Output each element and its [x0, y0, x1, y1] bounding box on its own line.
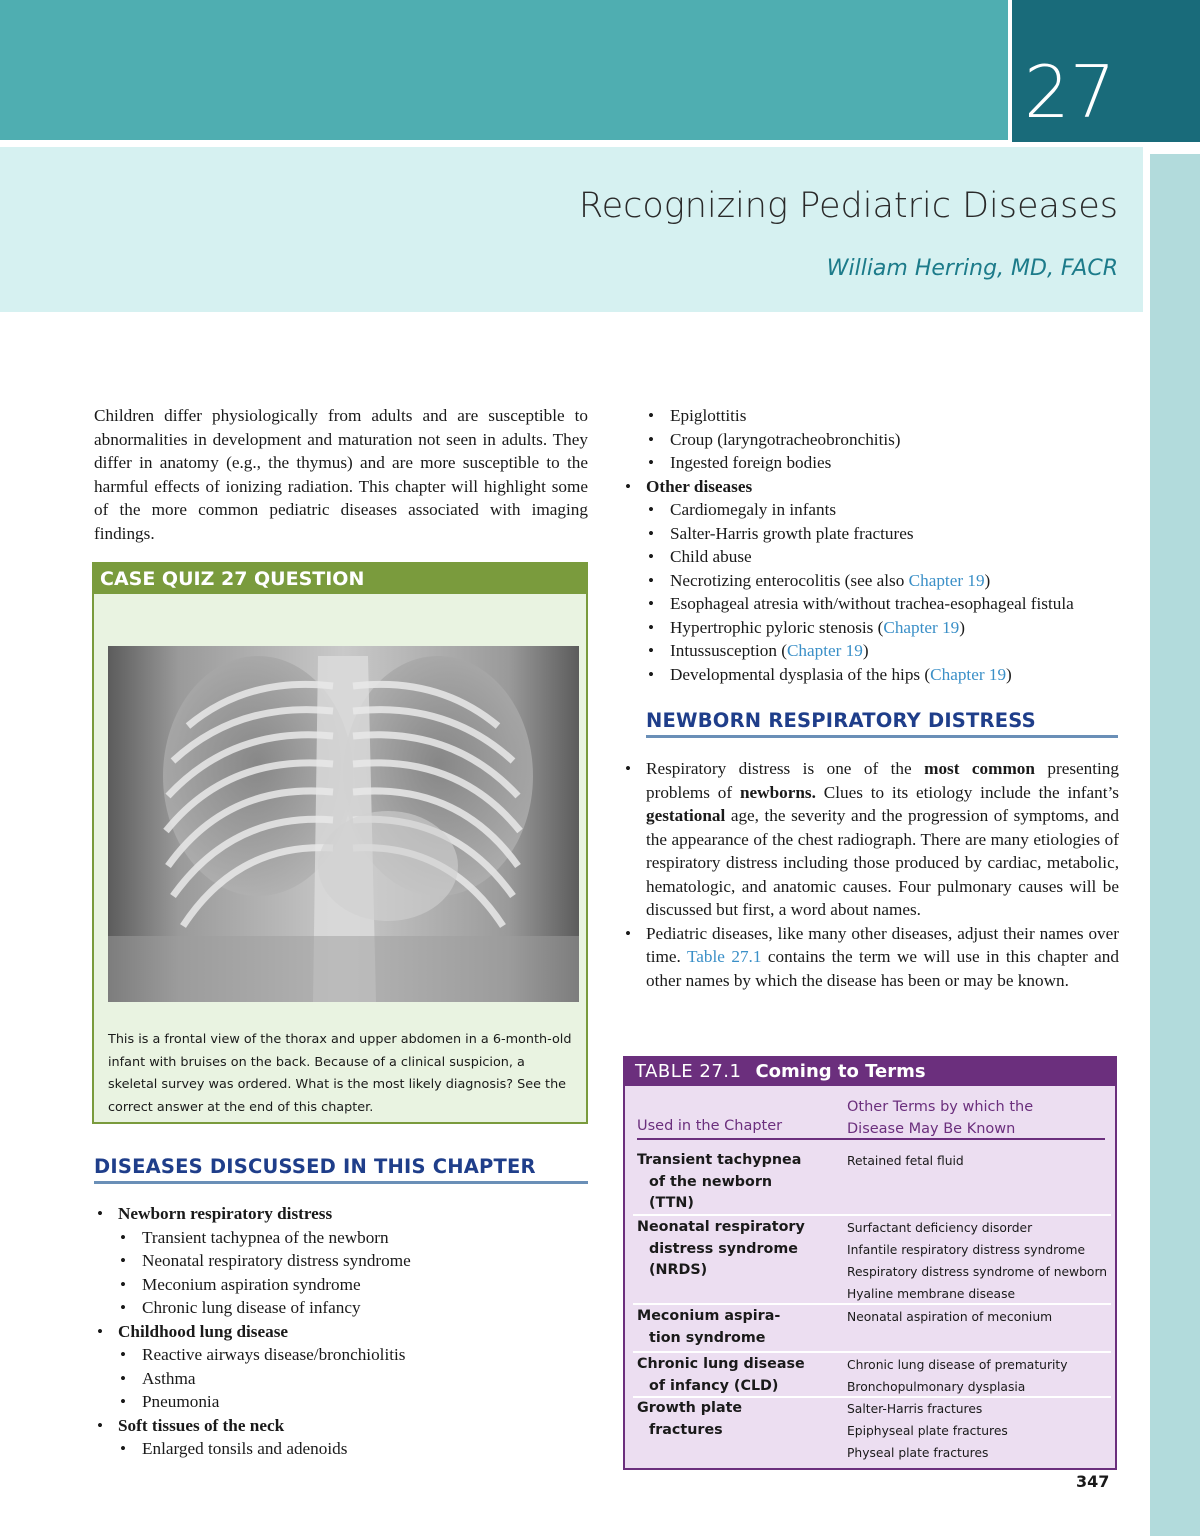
list-item: • Esophageal atresia with/without trachea-esophageal fistula [622, 592, 1122, 616]
chapter-19-link[interactable]: Chapter 19 [883, 617, 960, 637]
table-cell-term: Neonatal respiratory distress syndrome (NRDS) [637, 1219, 805, 1278]
table-cell-alternates: Retained fetal fluid [847, 1154, 964, 1168]
column-header-used: Used in the Chapter [637, 1118, 783, 1134]
chapter-number-box [1012, 0, 1200, 142]
title-panel [0, 147, 1143, 312]
table-cell-term: Transient tachypnea of the newborn (TTN) [637, 1152, 802, 1211]
list-item: • Other diseases [622, 475, 1122, 499]
diseases-list-right [622, 404, 1122, 686]
diseases-list-left [94, 1202, 588, 1461]
table-27-1-link[interactable]: Table 27.1 [686, 947, 762, 966]
list-item: • Meconium aspiration syndrome [94, 1273, 588, 1297]
diseases-heading: DISEASES DISCUSSED IN THIS CHAPTER [94, 1155, 588, 1184]
list-item: • Necrotizing enterocolitis (see also Chapter 19) [622, 569, 1122, 593]
row-divider [633, 1214, 1111, 1216]
list-item: • Pneumonia [94, 1390, 588, 1414]
page-number: 347 [1076, 1472, 1110, 1491]
intro-paragraph: Children differ physiologically from adults and are susceptible to abnormalities in development and maturation not seen in adults. They differ in anatomy (e.g., the thymus) and are more susceptible to the harmful effects of ionizing radiation. This chapter will highlight some of the more common pediatric diseases associated with imaging findings. [94, 406, 588, 543]
list-item: • Salter-Harris growth plate fractures [622, 522, 1122, 546]
table-cell-alternates: Neonatal aspiration of meconium [847, 1310, 1053, 1324]
case-quiz-caption: This is a frontal view of the thorax and upper abdomen in a 6-month-old infant with bruises on the back. Because of a clinical suspicion, a skeletal survey was ordered. What is the most likely diagnosis? See the correct answer at the end of this chapter. [108, 1032, 572, 1115]
table-number: TABLE 27.1 [635, 1061, 742, 1082]
list-item: • Hypertrophic pyloric stenosis (Chapter 19) [622, 616, 1122, 640]
list-item: • Croup (laryngotracheobronchitis) [622, 428, 1122, 452]
chapter-title: Recognizing Pediatric Diseases [578, 186, 1118, 226]
list-item: • Neonatal respiratory distress syndrome [94, 1249, 588, 1273]
author: William Herring, MD, FACR [826, 256, 1118, 281]
list-item: • Chronic lung disease of infancy [94, 1296, 588, 1320]
row-divider [633, 1351, 1111, 1353]
list-item: • Enlarged tonsils and adenoids [94, 1437, 588, 1461]
list-item: • Child abuse [622, 545, 1122, 569]
list-item: • Reactive airways disease/bronchiolitis [94, 1343, 588, 1367]
table-cell-term: Growth plate fractures [637, 1400, 743, 1438]
paragraph-item: • Pediatric diseases, like many other diseases, adjust their names over time. Table 27.1 contains the term we will use in this chapter and other names by which the disease has been or may be known. [622, 922, 1119, 993]
header-band [0, 0, 1008, 140]
chapter-number: 27 [1024, 50, 1116, 134]
case-quiz-box [92, 562, 588, 1124]
table-name: Coming to Terms [755, 1061, 926, 1082]
column-header-other: Other Terms by which the Disease May Be Known [847, 1099, 1034, 1137]
row-divider [633, 1303, 1111, 1305]
table-cell-alternates: Salter-Harris fractures Epiphyseal plate fractures Physeal plate fractures [847, 1402, 1008, 1460]
table-cell-alternates: Surfactant deficiency disorder Infantile respiratory distress syndrome Respiratory distress syndrome of newborn Hyaline membrane disease [847, 1221, 1108, 1301]
table-cell-alternates: Chronic lung disease of prematurity Bronchopulmonary dysplasia [847, 1358, 1068, 1394]
table-cell-term: Meconium aspira- tion syndrome [637, 1308, 781, 1346]
list-item: • Epiglottitis [622, 404, 1122, 428]
list-item: • Cardiomegaly in infants [622, 498, 1122, 522]
list-item: • Newborn respiratory distress [94, 1202, 588, 1226]
newborn-distress-heading: NEWBORN RESPIRATORY DISTRESS [646, 709, 1118, 738]
chapter-19-link[interactable]: Chapter 19 [930, 664, 1007, 684]
paragraph-item: • Respiratory distress is one of the most common presenting problems of newborns. Clues to its etiology include the infant’s gestational age, the severity and the progression of symptoms, and the appearance of the chest radiograph. There are many etiologies of respiratory distress including those produced by cardiac, metabolic, hematologic, and anatomic causes. Four pulmonary causes will be discussed but first, a word about names. [622, 757, 1119, 922]
chapter-19-link[interactable]: Chapter 19 [786, 641, 863, 660]
page-edge-strip [1150, 154, 1200, 1536]
list-item: • Transient tachypnea of the newborn [94, 1226, 588, 1250]
header-rule [637, 1138, 1105, 1140]
terms-table [623, 1056, 1117, 1470]
list-item: • Childhood lung disease [94, 1320, 588, 1344]
chapter-19-link[interactable]: Chapter 19 [908, 570, 985, 590]
list-item: • Developmental dysplasia of the hips (Chapter 19) [622, 663, 1122, 687]
table-cell-term: Chronic lung disease of infancy (CLD) [637, 1356, 805, 1394]
list-item: • Asthma [94, 1367, 588, 1391]
newborn-distress-paragraphs [622, 757, 1119, 992]
list-item: • Ingested foreign bodies [622, 451, 1122, 475]
table-column-headers [637, 1094, 1107, 1138]
list-item: • Soft tissues of the neck [94, 1414, 588, 1438]
table-heading [625, 1058, 1115, 1086]
list-item: • Intussusception (Chapter 19) [622, 639, 1122, 663]
case-quiz-heading: CASE QUIZ 27 QUESTION [94, 564, 586, 594]
chest-radiograph-image [108, 646, 579, 1002]
